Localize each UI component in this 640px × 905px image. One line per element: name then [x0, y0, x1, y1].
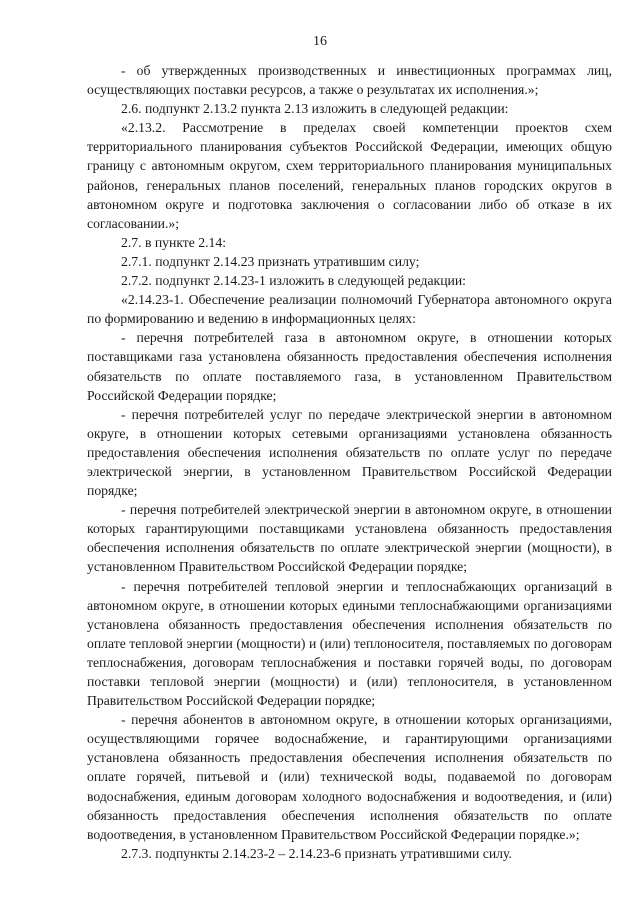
paragraph: 2.7. в пункте 2.14:	[121, 234, 227, 250]
paragraph: - перечня абонентов в автономном округе, в отношении которых организациями, осуществляющими горячее водоснабжение, и гарантирующими организациями установлена обязанность предоставления обеспечения исполнения обязательств по оплате горячей, питьевой и (или) технической воды, подаваемой по договорам водоснабжения, единым договорам холодного водоснабжения и водоотведения, и (или) обязанность предоставления обеспечения исполнения обязательств по оплате водоотведения, в установленном Правительством Российской Федерации порядке.»;	[87, 712, 612, 842]
paragraph: - перечня потребителей электрической энергии в автономном округе, в отношении которых гарантирующими поставщиками установлена обязанность предоставления обеспечения исполнения обязательств по оплате электрической энергии (мощности), в установленном Правительством Российской Федерации порядке;	[87, 502, 612, 575]
paragraph: 2.7.1. подпункт 2.14.23 признать утратившим силу;	[121, 253, 420, 269]
paragraph: - об утвержденных производственных и инвестиционных программах лиц, осуществляющих поставки ресурсов, а также о результатах их исполнения.»;	[87, 63, 612, 98]
paragraph: «2.14.23-1. Обеспечение реализации полномочий Губернатора автономного округа по формированию и ведению в информационных целях:	[87, 292, 612, 327]
paragraph: 2.7.2. подпункт 2.14.23-1 изложить в следующей редакции:	[121, 273, 466, 289]
paragraph: «2.13.2. Рассмотрение в пределах своей компетенции проектов схем территориального планирования субъектов Российской Федерации, имеющих общую границу с автономным округом, схем территориального планирования муниципальных районов, генеральных планов поселений, генеральных планов городских округов в автономном округе и подготовка заключения о согласовании либо об отказе в их согласовании.»;	[87, 120, 612, 231]
paragraph: 2.6. подпункт 2.13.2 пункта 2.13 изложить в следующей редакции:	[121, 101, 509, 117]
document-body	[87, 61, 612, 863]
paragraph: - перечня потребителей услуг по передаче электрической энергии в автономном округе, в отношении которых сетевыми организациями установлена обязанность предоставления обеспечения исполнения обязательств по оплате услуг по передаче электрической энергии, в установленном Правительством Российской Федерации порядке;	[87, 406, 612, 499]
paragraph: - перечня потребителей тепловой энергии и теплоснабжающих организаций в автономном округе, в отношении которых едиными теплоснабжающими организациями установлена обязанность предоставления обеспечения исполнения обязательств по оплате тепловой энергии (мощности) и (или) теплоносителя, поставляемых по договорам теплоснабжения, договорам теплоснабжения и поставки горячей воды, по договорам поставки тепловой энергии (мощности) и (или) теплоносителя, в установленном Правительством Российской Федерации порядке;	[87, 578, 612, 709]
paragraph: - перечня потребителей газа в автономном округе, в отношении которых поставщиками газа установлена обязанность предоставления обеспечения исполнения обязательств по оплате поставляемого газа, в установленном Правительством Российской Федерации порядке;	[87, 330, 612, 403]
paragraph: 2.7.3. подпункты 2.14.23-2 – 2.14.23-6 признать утратившими силу.	[121, 845, 512, 861]
page-number: 16	[313, 34, 327, 49]
